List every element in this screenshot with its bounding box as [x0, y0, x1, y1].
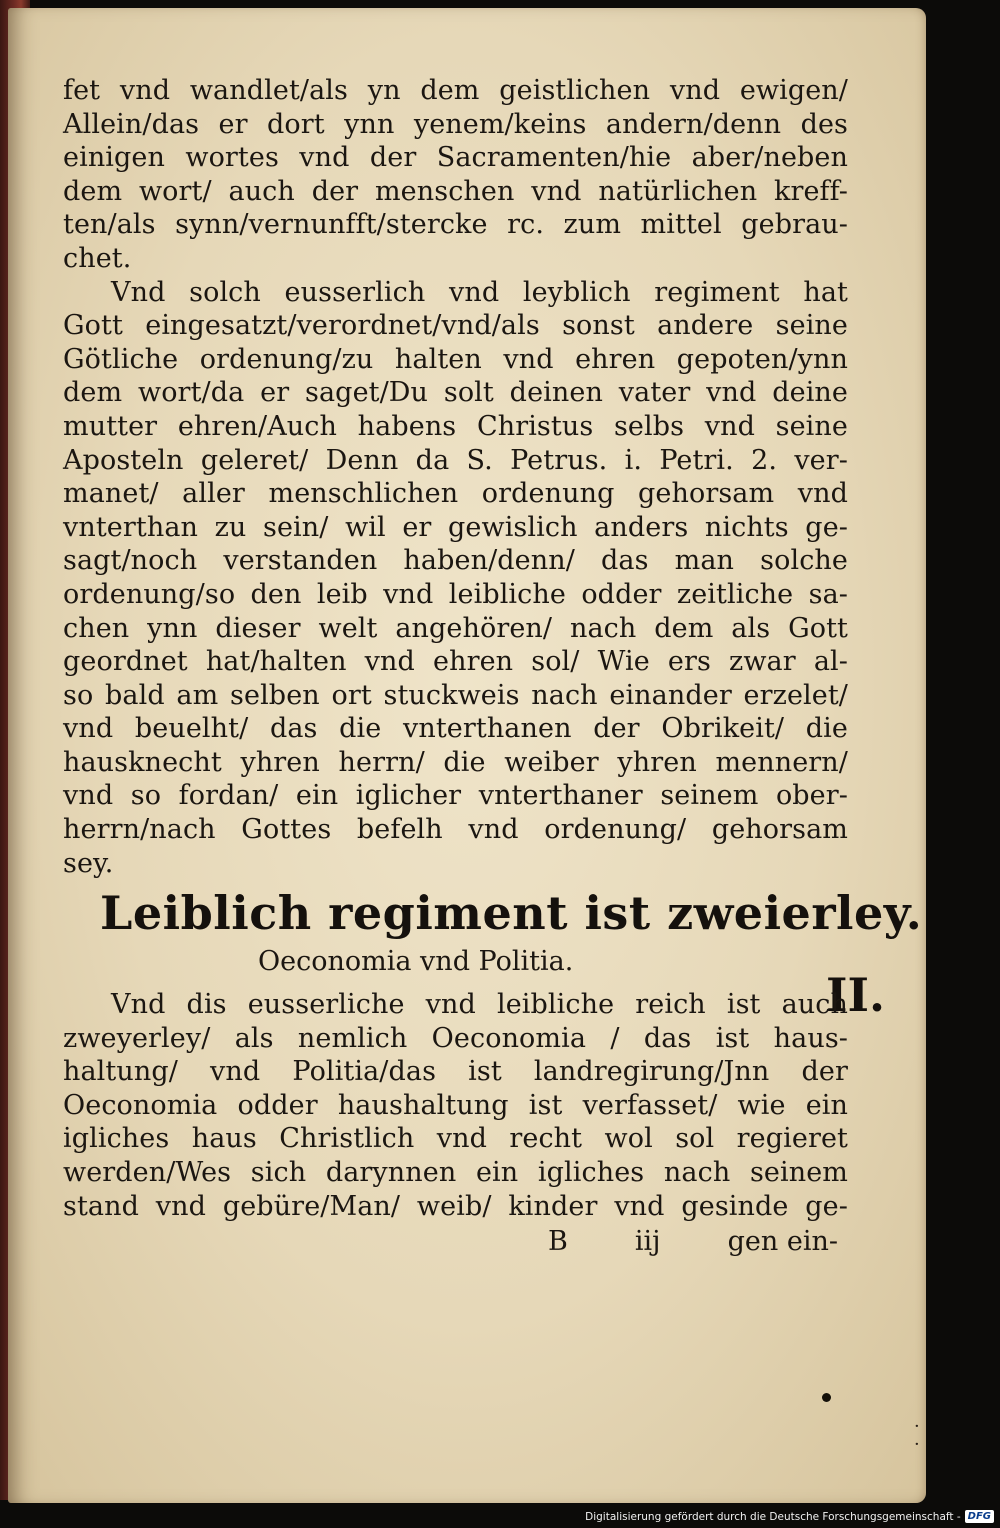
text-line: fet vnd wandlet/als yn dem geistlichen vnd ewigen/ — [63, 75, 848, 106]
credit-text: Digitalisierung gefördert durch die Deutsche Forschungsgemeinschaft - — [585, 1510, 961, 1523]
ink-dot — [822, 1393, 831, 1402]
digitization-credit — [585, 1510, 994, 1523]
section-text — [63, 988, 848, 1223]
text-line: mutter ehren/Auch habens Christus selbs vnd seine — [63, 410, 848, 442]
edge-marks: · · — [914, 1416, 920, 1455]
text-line: sagt/noch verstanden haben/denn/ das man solche — [63, 545, 848, 577]
text-line: chet. — [63, 242, 132, 274]
text-line: ten/als synn/vernunfft/stercke rc. zum mittel gebrau- — [63, 209, 848, 241]
text-line: stand vnd gebüre/Man/ weib/ kinder vnd gesinde ge- — [63, 1190, 848, 1222]
text-line: igliches haus Christlich vnd recht wol sol regieret — [63, 1123, 848, 1155]
text-line: herrn/nach Gottes befelh vnd ordenung/ gehorsam — [63, 814, 848, 846]
text-line: Gott eingesatzt/verordnet/vnd/als sonst andere seine — [63, 310, 848, 342]
signature-mark: B — [548, 1226, 568, 1257]
text-line: dem wort/ auch der menschen vnd natürlichen kreff- — [63, 175, 848, 207]
text-line: Götliche ordenung/zu halten vnd ehren gepoten/ynn — [63, 343, 848, 375]
text-line: vnd so fordan/ ein iglicher vnterthaner seinem ober- — [63, 780, 848, 812]
text-line: Allein/das er dort ynn yenem/keins andern/denn des — [63, 108, 848, 140]
text-line: chen ynn dieser welt angehören/ nach dem als Gott — [63, 612, 848, 644]
book-page — [8, 8, 926, 1503]
section-heading: Leiblich regiment ist zweierley. — [100, 886, 923, 940]
body-text — [63, 74, 848, 880]
text-line: haltung/ vnd Politia/das ist landregirung/Jnn der — [63, 1056, 848, 1088]
text-line: dem wort/da er saget/Du solt deinen vater vnd deine — [63, 377, 848, 409]
catchword: gen ein- — [727, 1226, 838, 1257]
text-line: Vnd dis eusserliche vnd leibliche reich ist auch — [111, 989, 848, 1020]
dfg-logo: DFG — [965, 1510, 994, 1523]
text-line: einigen wortes vnd der Sacramenten/hie aber/neben — [63, 142, 848, 174]
text-line: Aposteln geleret/ Denn da S. Petrus. i. Petri. 2. ver- — [63, 444, 848, 476]
margin-section-number: II. — [826, 968, 886, 1022]
section-subheading: Oeconomia vnd Politia. — [258, 946, 574, 977]
text-line: vnterthan zu sein/ wil er gewislich anders nichts ge- — [63, 511, 848, 543]
text-line: manet/ aller menschlichen ordenung gehorsam vnd — [63, 478, 848, 510]
text-line: ordenung/so den leib vnd leibliche odder zeitliche sa- — [63, 578, 848, 610]
page-footer — [548, 1226, 838, 1257]
text-line: hausknecht yhren herrn/ die weiber yhren mennern/ — [63, 746, 848, 778]
text-line: so bald am selben ort stuckweis nach einander erzelet/ — [63, 679, 848, 711]
text-line: werden/Wes sich darynnen ein igliches nach seinem — [63, 1156, 848, 1188]
text-line: Vnd solch eusserlich vnd leyblich regiment hat — [111, 276, 848, 308]
text-line: zweyerley/ als nemlich Oeconomia / das ist haus- — [63, 1022, 848, 1054]
text-line: vnd beuelht/ das die vnterthanen der Obrikeit/ die — [63, 713, 848, 745]
text-line: geordnet hat/halten vnd ehren sol/ Wie ers zwar al- — [63, 646, 848, 678]
signature-number: iij — [634, 1226, 661, 1257]
text-line: sey. — [63, 847, 114, 879]
text-line: Oeconomia odder haushaltung ist verfasset/ wie ein — [63, 1089, 848, 1121]
